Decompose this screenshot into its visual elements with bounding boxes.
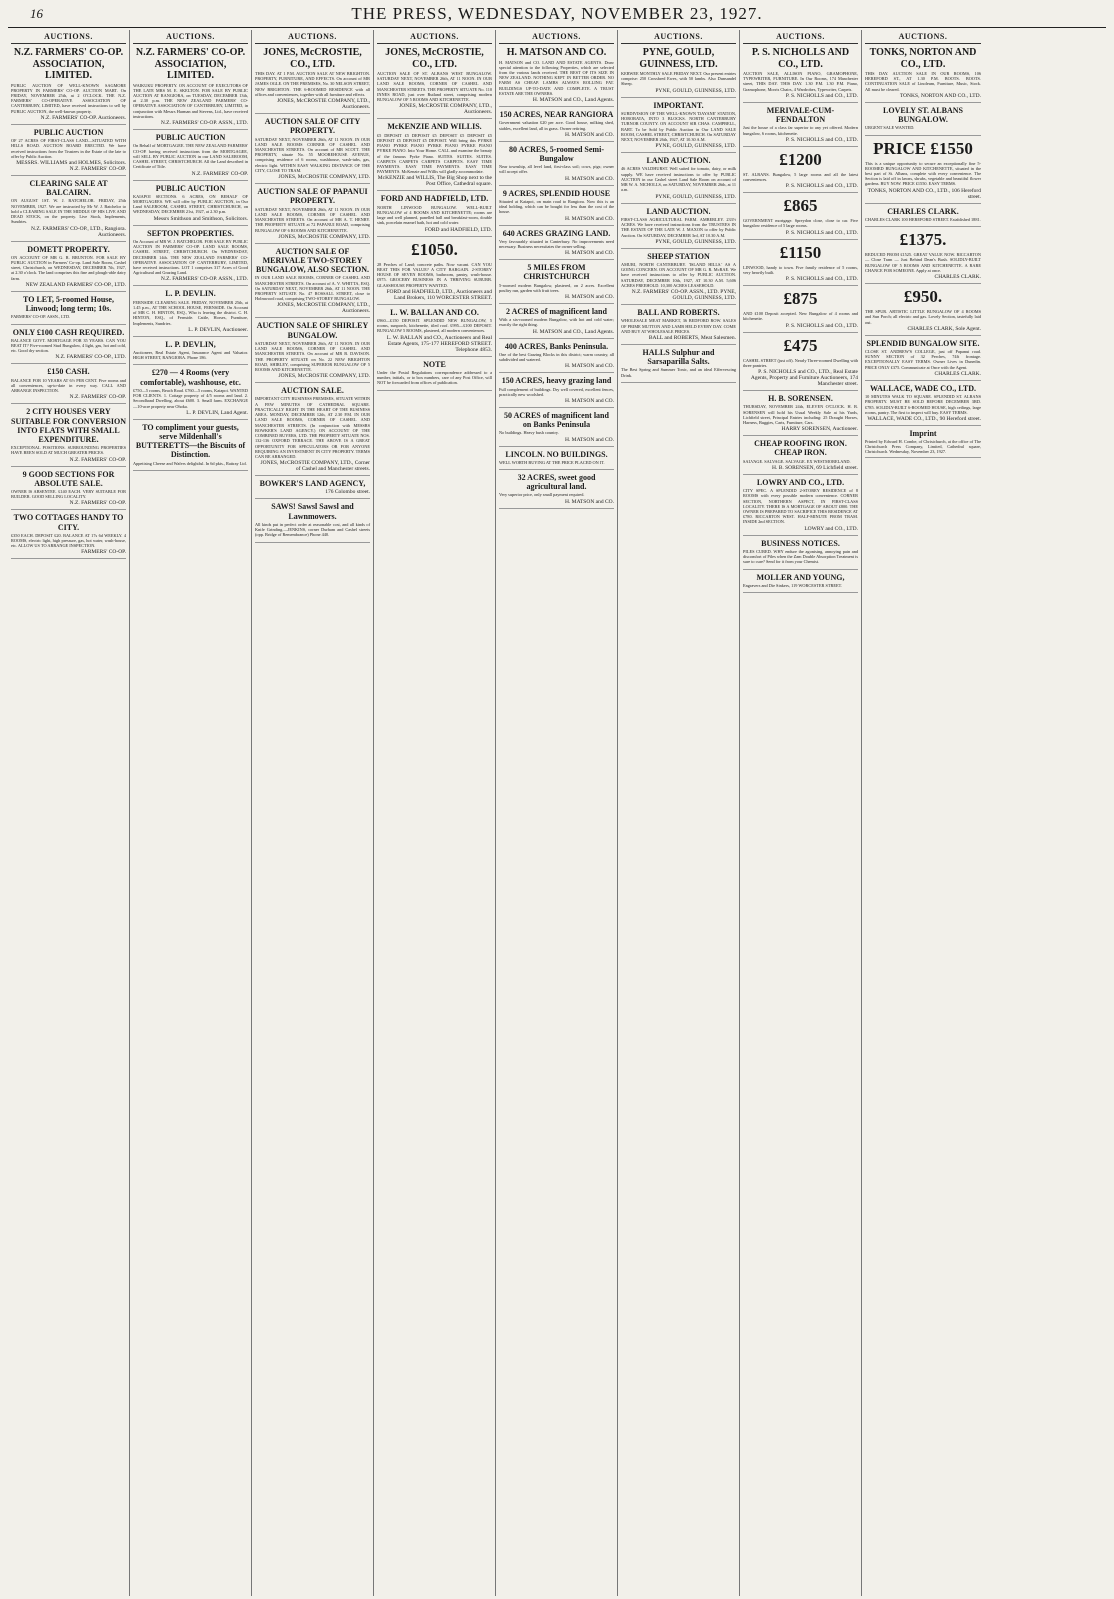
ad-body: FERNSIDE CLEARING SALE. FRIDAY, NOVEMBER 25th, at 1.45 p.m., AT THE SCHOOL HOUSE, FERNSIDE. On Account of MR C. H. HINTON, ESQ., Who is leaving the district. C. H. HINTON, ESQ., of Fernside. Cattle, Horses, Furniture, Implements, Sundries. bbox=[133, 299, 248, 326]
ad-heading: IMPORTANT. bbox=[653, 100, 704, 110]
column-header: AUCTIONS. bbox=[133, 30, 248, 44]
ad-heading: PYNE, GOULD, GUINNESS, LTD. bbox=[639, 47, 718, 70]
ad-heading: H. MATSON AND CO. bbox=[506, 47, 607, 58]
column-header: AUCTIONS. bbox=[377, 30, 492, 44]
advertisement bbox=[621, 348, 736, 383]
ad-signature: McKENZIE and WILLIS, The Big Shop next to the Post Office, Cathedral square. bbox=[377, 175, 492, 188]
ad-heading: CHEAP ROOFING IRON. CHEAP IRON. bbox=[754, 439, 847, 458]
ad-signature: JONES, McCROSTIE COMPANY, LTD. bbox=[278, 373, 370, 380]
ad-heading: AUCTION SALE. bbox=[281, 386, 344, 396]
ad-signature: L. W. BALLAN and CO., Auctioneers and Real Estate Agents, 175-177 HEREFORD STREET. Telephone 4853. bbox=[386, 334, 492, 353]
ad-signature: PYNE, GOULD, GUINNESS, LTD. bbox=[655, 87, 736, 94]
ad-heading: NOTE bbox=[423, 359, 446, 369]
ad-body: Government valuation £20 per acre. Good house, milking shed, stables, excellent land, all in grass. Owner retiring. bbox=[499, 120, 614, 131]
ad-signature: P. S. NICHOLLS and CO., LTD. bbox=[785, 276, 858, 283]
ad-signature: N.Z. FARMERS' CO-OP. Auctioneers. bbox=[40, 114, 126, 121]
ad-signature: CHARLES CLARK. bbox=[934, 370, 981, 377]
ad-heading: 2 CITY HOUSES VERY SUITABLE FOR CONVERSION INTO FLATS WITH SMALL EXPENDITURE. bbox=[11, 407, 126, 444]
advertisement bbox=[865, 47, 981, 103]
advertisement bbox=[499, 342, 614, 374]
ad-heading: 400 ACRES, Banks Peninsula. bbox=[504, 341, 609, 351]
advertisement bbox=[743, 394, 858, 436]
advertisement bbox=[865, 339, 981, 381]
advertisement bbox=[499, 47, 614, 107]
ad-body: Under the Postal Regulations correspondence addressed to a number, initials, or to box numbers, care of any Post Office, will NOT be forwarded from offices of publication. bbox=[377, 369, 492, 386]
ad-body: LINWOOD, handy to town. Five family residence of 5 rooms, very heavily built. bbox=[743, 264, 858, 275]
advertisement bbox=[499, 189, 614, 226]
ad-heading: £1375. bbox=[899, 230, 947, 250]
advertisement bbox=[743, 196, 858, 239]
advertisement bbox=[865, 429, 981, 458]
ad-body: Very superior price, only small payment required. bbox=[499, 492, 585, 498]
ad-heading: HALLS Sulphur and Sarsaparilla Salts. bbox=[642, 348, 715, 367]
ad-heading: SAWS! Sawsl Sawsl and Lawnmowers. bbox=[271, 502, 354, 521]
ad-heading: L. P. DEVLIN, bbox=[165, 339, 216, 349]
ad-heading: PUBLIC AUCTION bbox=[33, 127, 104, 137]
column-2 bbox=[130, 30, 252, 1596]
ad-body: BALANCE FOR 10 YEARS AT 6½ PER CENT. Five rooms and all conveniences, up-to-date in every way. CALL AND ARRANGE INSPECTION. bbox=[11, 377, 126, 394]
advertisement bbox=[133, 133, 248, 180]
advertisement bbox=[255, 502, 370, 542]
ad-signature: N.Z. FARMERS' CO-OP. bbox=[69, 456, 126, 463]
advertisement bbox=[133, 289, 248, 336]
ad-heading: 32 ACRES, sweet good agricultural land. bbox=[517, 473, 596, 492]
ad-signature: H. MATSON and CO. bbox=[564, 215, 614, 222]
ad-body: AND £100 Deposit accepted. New Bungalow of 4 rooms and kitchenette. bbox=[743, 311, 858, 322]
ad-body: 46 ACRES VALDHURST. Well suited for tomato, dairy, or milk supply. WE have received instructions to offer by PUBLIC AUCTION in our Cashel street Land Sale Room on account of MR W. A. NICHOLLS, on SATURDAY, NOVEMBER 26th, at 11 a.m. bbox=[621, 166, 736, 193]
ad-heading: TONKS, NORTON AND CO., LTD. bbox=[869, 47, 977, 70]
ad-body: CHARLES CLARK 100 HEREFORD STREET. Established 1881. bbox=[865, 216, 981, 222]
ad-body: Very favourably situated in Canterbury. No improvements need necessary. Business necessitates the owner selling. bbox=[499, 238, 614, 249]
ad-signature: N.Z. FARMERS' CO-OP. bbox=[69, 394, 126, 401]
ad-signature: H. MATSON and CO. bbox=[564, 294, 614, 301]
ad-signature: H. MATSON and CO. bbox=[564, 436, 614, 443]
column-header: AUCTIONS. bbox=[621, 30, 736, 44]
ad-body: WELL WORTH BUYING AT THE PRICE PLACED ON IT. bbox=[499, 459, 605, 465]
advertisement bbox=[621, 156, 736, 203]
ad-body: All kinds put in perfect order at reasonable cost, and all kinds of Knife Grinding.—JENKINS, corner Durham and Cashel streets (opp. Bridge of Remembrance) Phone 440. bbox=[255, 521, 370, 538]
ad-heading: LAND AUCTION. bbox=[646, 156, 711, 166]
ad-heading: 50 ACRES of magnificent land on Banks Peninsula bbox=[504, 411, 609, 430]
page-number: 16 bbox=[30, 6, 43, 21]
advertisement bbox=[255, 247, 370, 319]
column-4 bbox=[374, 30, 496, 1596]
ad-heading: LOWRY AND CO., LTD. bbox=[756, 477, 845, 487]
advertisement bbox=[377, 122, 492, 191]
ad-signature: Messrs Smithson and Smithson, Solicitors. bbox=[153, 215, 248, 222]
ad-heading: WALLACE, WADE CO., LTD. bbox=[869, 383, 977, 393]
ad-heading: JONES, McCROSTIE, CO., LTD. bbox=[385, 47, 484, 70]
column-header: AUCTIONS. bbox=[499, 30, 614, 44]
ad-body: Appetising Cheese and Wafers delightful. In 6d pkts., Rattray Ltd. bbox=[133, 460, 247, 466]
ad-body: THIS DAY. AUCTION SALE IN OUR ROOMS, 106 HEREFORD ST., AT 1.30 P.M. BOOTS. BOOTS. CONTINUATION SALE of Linoleum, Furniture, Music, Stock. All must be cleared. bbox=[865, 71, 981, 92]
advertisement bbox=[11, 295, 126, 325]
advertisement bbox=[133, 340, 248, 366]
masthead-rule bbox=[8, 27, 1106, 28]
ad-heading: MOLLER AND YOUNG, bbox=[756, 572, 845, 582]
advertisement bbox=[377, 240, 492, 305]
ad-body: OWNER IS ABSENTEE. £140 EACH. VERY SUITABLE FOR BUILDER. GOOD SELLING LOCALITY. bbox=[11, 488, 126, 500]
advertisement bbox=[11, 470, 126, 511]
ad-heading: 5 MILES FROM CHRISTCHURCH bbox=[523, 263, 590, 282]
ad-heading: SEFTON PROPERTIES. bbox=[147, 228, 234, 238]
advertisement bbox=[11, 328, 126, 365]
ad-signature: H. MATSON and CO., Land Agents. bbox=[532, 328, 614, 335]
advertisement bbox=[255, 321, 370, 383]
advertisement bbox=[11, 179, 126, 242]
advertisement bbox=[499, 411, 614, 447]
ad-body: PUBLIC AUCTION OF WELL-KNOWN SAGMORE PROPERTY IN FARMERS' CO-OP. AUCTION MART. On FRIDAY, NOVEMBER 25th, at 2 O'CLOCK. THE N.Z. FARMERS' CO-OPERATIVE ASSOCIATION OF CANTERBURY, LIMITED, have received instructions to sell by PUBLIC AUCTION, the well-known property. bbox=[11, 82, 126, 114]
ad-heading: BUSINESS NOTICES. bbox=[761, 538, 840, 548]
advertisement bbox=[499, 263, 614, 304]
ad-signature: JONES, McCROSTIE COMPANY, LTD. bbox=[278, 233, 370, 240]
ad-signature: P. S. NICHOLLS and CO., LTD. bbox=[785, 136, 858, 143]
column-8 bbox=[862, 30, 984, 1596]
ad-body: On Behalf of MORTGAGEE. THE NEW ZEALAND FARMERS' CO-OP. having received instructions from the MORTGAGEE, will SELL BY PUBLIC AUCTION in our LAND SALEROOM, CASHEL STREET, CHRISTCHURCH. All the Land described in Certificate of Title. bbox=[133, 143, 248, 170]
ad-signature: FORD and HADFIELD, LTD., Auctioneers and Land Brokers, 110 WORCESTER STREET. bbox=[386, 288, 492, 301]
ad-body: Printed by Edward H. Combe, of Christchurch, at the office of The Christchurch Press Company, Limited, Cathedral square, Christchurch. Wednesday, November 23, 1927. bbox=[865, 439, 981, 455]
ad-body: H. MATSON and CO. LAND AND ESTATE AGENTS. Draw special attention to the following Properties, which are selected from the various lands received. THE BEST OF ITS SIZE IN NEW ZEALAND. NOTHING KEPT IN BETTER ORDER. NO FARM AS CHEAP. LAMBS ALWAYS ROLLING FAT. BUILDINGS UP-TO-DATE AND COMPLETE. A TRUST ESTATE ARE THE OWNERS. bbox=[499, 59, 614, 96]
ad-heading: LINCOLN. NO BUILDINGS. bbox=[505, 449, 608, 459]
ad-body: One of the best Grazing Blocks in this district; warm country, all subdivided and watered. bbox=[499, 351, 614, 363]
advertisement bbox=[865, 384, 981, 426]
ad-body: No buildings. Heavy bush country. bbox=[499, 430, 559, 436]
ad-heading: FORD AND HADFIELD, LTD. bbox=[380, 194, 489, 204]
ad-body: AUCTION SALE OF ST. ALBANS WEST BUNGALOW. SATURDAY NEXT, NOVEMBER 26th, AT 11 NOON. IN OUR LAND SALE ROOMS, CORNER OF CASHEL AND MANCHESTER STREETS. THE PROPERTY SITUATE No. 110 INNES ROAD, just over Rutland street, comprising modern BUNGALOW OF 5 ROOMS AND KITCHENETTE. bbox=[377, 71, 492, 103]
advertisement bbox=[743, 539, 858, 570]
ad-heading: £1150 bbox=[779, 242, 822, 262]
ad-heading: 80 ACRES, 5-roomed Semi-Bungalow bbox=[509, 144, 604, 163]
advertisement bbox=[499, 307, 614, 339]
ad-body: SALVAGE. SALVAGE. SALVAGE. EX WESTMORELAND. bbox=[743, 458, 851, 464]
ad-signature: PYNE, GOULD, GUINNESS, LTD. bbox=[655, 238, 736, 245]
advertisement bbox=[743, 439, 858, 475]
advertisement bbox=[499, 145, 614, 186]
ad-signature: CHARLES CLARK. bbox=[934, 274, 981, 281]
ad-body: £350 EACH. DEPOSIT £20. BALANCE AT 17s 6d WEEKLY. 4 ROOMS, electric light, high pressure, gas, hot water, wash-house, etc. ALLOW US TO ARRANGE INSPECTION. bbox=[11, 532, 126, 549]
ad-body: £960—£150 DEPOSIT. SPLENDID NEW BUNGALOW, 5 rooms, sunporch, kitchenette, tiled roof. £995—£100 DEPOSIT. BUNGALOW 5 ROOMS, plastered, all modern conveniences. bbox=[377, 317, 492, 334]
advertisement bbox=[743, 243, 858, 286]
advertisement bbox=[865, 230, 981, 284]
ad-body: URGENT SALE WANTED. bbox=[865, 125, 915, 131]
ad-heading: N.Z. FARMERS' CO-OP. ASSOCIATION, LIMITED. bbox=[135, 47, 246, 81]
ad-body: KERWEE MONTHLY SALE FRIDAY NEXT. Our present entries comprise: 250 Crossbred Ewes, with 50 lambs. Also Dunsandel Sheep. bbox=[621, 71, 737, 87]
ad-body: 28 Perches of Land; concrete paths. Now vacant. CAN YOU BEAT THIS FOR VALUE? A CITY BARGAIN. 2-STOREY HOUSE OF SEVEN ROOMS, bathroom, pantry, wash-house. £975. GROCERY BUSINESS IN A THRIVING SUBURB. GLASSHOUSE PROPERTY WANTED. bbox=[377, 261, 492, 288]
column-1 bbox=[8, 30, 130, 1596]
advertisement bbox=[499, 229, 614, 261]
column-header: AUCTIONS. bbox=[255, 30, 370, 44]
ad-heading: TO LET, 5-roomed House, Linwood; long term; 10s. bbox=[23, 294, 114, 314]
column-header: AUCTIONS. bbox=[865, 30, 981, 44]
ad-signature: JONES, McCROSTIE COMPANY, LTD., Auctioneers. bbox=[277, 98, 370, 111]
column-7 bbox=[740, 30, 862, 1596]
advertisement bbox=[621, 101, 736, 154]
ad-heading: CHARLES CLARK. bbox=[887, 206, 959, 216]
ad-heading: JONES, McCROSTIE, CO., LTD. bbox=[263, 47, 362, 70]
advertisement bbox=[133, 229, 248, 287]
ad-body: SATURDAY NEXT, NOVEMBER 26th, AT 11 NOON. IN OUR LAND SALE ROOMS, CORNER OF CASHEL AND MANCHESTER STREETS. On account of MR A. T. HENRY. THE PROPERTY SITUATE at 72 PAPANUI ROAD, comprising BUNGALOW OF 6 ROOMS AND KITCHENETTE. bbox=[255, 206, 370, 233]
ad-body: KAIAPOI SECTIONS. 6 ACRES, ON BEHALF OF MORTGAGEES. WE will offer by PUBLIC AUCTION, in Our Land SALEROOM, CASHEL STREET, CHRISTCHURCH, on WEDNESDAY, DECEMBER 21st, 1927, at 2.30 p.m. bbox=[133, 193, 248, 215]
ad-body: Full complement of buildings. Dry well covered, excellent fences, practically new woolshed. bbox=[499, 386, 614, 397]
ad-body: 5-roomed modern Bungalow, plastered, on 2 acres. Excellent poultry run, garden with fruit trees. bbox=[499, 282, 614, 293]
ad-signature: FARMERS' CO-OP. bbox=[81, 549, 126, 556]
ad-body: £5 DEPOSIT £5 DEPOSIT £5 DEPOSIT £5 DEPOSIT £5 DEPOSIT £5 DEPOSIT £5 DEPOSIT. Will bring this PYRKE PIANO PYRKE PIANO PYRKE PIANO PYRKE PIANO PYRKE PIANO. Into Your Home. CALL and examine the beauty of the famous Pyrke Piano. SUITES. SUITES. SUITES. CARPETS CARPETS CARPETS CARPETS. EASY TIME PAYMENTS. EASY TIME PAYMENTS. EASY TIME PAYMENTS. McKenzie and Willis will gladly accommodate. bbox=[377, 132, 492, 175]
auction-columns bbox=[8, 30, 1106, 1596]
advertisement bbox=[743, 150, 858, 193]
ad-signature: WALLACE, WADE CO., LTD., 90 Hereford street. bbox=[867, 416, 981, 423]
ad-body: This is a unique opportunity to secure an exceptionally fine 5-ROOMED BUNGALOW AND KITCHENETTE, situated in the best part of St. Albans, complete with every convenience. The Section is laid off in lawns, shrubs, vegetable and beautiful flower gardens. BUY NOW. PRICE £1550. EASY TERMS. bbox=[865, 160, 981, 187]
ad-signature: BALL and ROBERTS, Meat Salesmen. bbox=[648, 335, 736, 342]
advertisement bbox=[743, 47, 858, 103]
ad-heading: PUBLIC AUCTION bbox=[155, 183, 226, 193]
advertisement bbox=[865, 287, 981, 336]
advertisement bbox=[743, 336, 858, 391]
ad-signature: P. S. NICHOLLS and CO., LTD. bbox=[785, 322, 858, 329]
column-5 bbox=[496, 30, 618, 1596]
ad-body: ON ACCOUNT OF MR G. R. BRUNTON. FOR SALE BY PUBLIC AUCTION in Farmers' Co-op. Land Sale Room, Cashel street, Christchurch, on WEDNESDAY, DECEMBER 7th, 1927, at 2.30 o'clock. The land comprises this fine and plough-able dairy farm. bbox=[11, 254, 126, 281]
ad-body: The Best Spring and Summer Tonic, and an ideal Effervescing Drink. bbox=[621, 367, 736, 378]
advertisement bbox=[11, 47, 126, 125]
ad-heading: £475 bbox=[783, 335, 818, 355]
ad-heading: AUCTION SALE OF CITY PROPERTY. bbox=[264, 117, 361, 136]
ad-signature: H. MATSON and CO. bbox=[564, 131, 614, 138]
ad-signature: L. P. DEVLIN, Land Agent. bbox=[186, 409, 248, 416]
ad-signature: H. MATSON and CO. bbox=[564, 398, 614, 404]
ad-heading: DOMETT PROPERTY. bbox=[27, 244, 110, 254]
advertisement bbox=[133, 368, 248, 419]
advertisement bbox=[133, 184, 248, 226]
advertisement bbox=[499, 110, 614, 142]
ad-heading: £1200 bbox=[779, 149, 822, 169]
ad-body: With a six-roomed modern Bungalow, with hot and cold water; exactly the right thing. bbox=[499, 317, 614, 328]
advertisement bbox=[377, 360, 492, 391]
advertisement bbox=[621, 207, 736, 249]
ad-heading: H. B. SORENSEN. bbox=[768, 394, 833, 404]
ad-signature: PYNE, GOULD, GUINNESS, LTD. bbox=[655, 143, 736, 150]
ad-body: PILES CURED. WHY endure the agonising, annoying pain and discomfort of Piles when the Zam Double Absorption Treatment is sure to cure? Send for it from your Chemist. bbox=[743, 548, 858, 565]
ad-signature: PYNE, GOULD, GUINNESS, LTD. bbox=[655, 193, 736, 200]
advertisement bbox=[11, 367, 126, 404]
ad-signature: N.Z. FARMERS' CO-OP. bbox=[191, 170, 248, 177]
advertisement bbox=[621, 308, 736, 345]
ad-heading: MERIVALE-CUM-FENDALTON bbox=[766, 105, 835, 125]
ad-heading: £1050. bbox=[411, 239, 458, 259]
ad-body: THIS DAY. AT 1 P.M. AUCTION SALE AT NEW BRIGHTON. PROPERTY, FURNITURE, AND EFFECTS. On account of MR JAMES OGLE. ON THE PREMISES, No. 30 NELSON STREET, NEW BRIGHTON. THE 6-ROOMED RESIDENCE with all offices and conveniences, together with all furniture and effects. bbox=[255, 71, 370, 97]
advertisement bbox=[11, 128, 126, 176]
masthead bbox=[0, 4, 1114, 26]
ad-body: SATURDAY NEXT, NOVEMBER 26th, AT 11 NOON. IN OUR LAND SALE ROOMS CORNER OF CASHEL AND MANCHESTER STREETS. On account of MR SCOTT. THE PROPERTY, situate No. 55 MOOREHOUSE AVENUE, comprising residence of 6 rooms, washhouse, wash-tubs, gas, electric light. WITHIN EASY WALKING DISTANCE OF THE CITY, CLOSE TO TRAM. bbox=[255, 136, 370, 173]
advertisement bbox=[11, 407, 126, 466]
ad-heading: £875 bbox=[783, 289, 818, 309]
ad-signature: JONES, McCROSTIE COMPANY, LTD., Auctioneers. bbox=[399, 103, 492, 116]
advertisement bbox=[377, 194, 492, 236]
ad-heading: £865 bbox=[783, 196, 818, 216]
column-3 bbox=[252, 30, 374, 1596]
ad-heading: P. S. NICHOLLS AND CO., LTD. bbox=[751, 47, 850, 70]
ad-signature: N.Z. FARMERS' CO-OP. ASSN., LTD. PYNE, GOULD, GUINNESS, LTD. bbox=[631, 289, 736, 302]
ad-heading: 2 ACRES of magnificent land bbox=[506, 307, 607, 317]
ad-signature: MESSRS. WILLIAMS and HOLMES, Solicitors. N.Z. FARMERS' CO-OP. bbox=[16, 160, 126, 173]
ad-heading: AUCTION SALE OF PAPANUI PROPERTY. bbox=[257, 187, 368, 206]
ad-signature: N.Z. FARMERS' CO-OP. bbox=[69, 500, 126, 507]
advertisement bbox=[133, 47, 248, 130]
ad-body: On Account of MR W. J. BATCHELOR. FOR SALE BY PUBLIC AUCTION IN FARMERS' CO-OP. LAND SALE ROOMS, CASHEL STREET, CHRISTCHURCH. On WEDNESDAY, DECEMBER 14th. THE NEW ZEALAND FARMERS' CO-OPERATIVE ASSOCIATION OF CANTERBURY, LIMITED, have received instructions. LOT 1 comprises 317 Acres of Good Agricultural and Grazing Land. bbox=[133, 238, 248, 276]
ad-signature: P. S. NICHOLLS and CO., LTD. bbox=[785, 92, 858, 99]
ad-heading: SPLENDID BUNGALOW SITE. bbox=[866, 338, 980, 348]
ad-body: FIRST-CLASS AGRICULTURAL FARM. AMBERLEY. 233½ ACRES. We have received instructions from the TRUSTEES IN THE ESTATE OF THE LATE W. J. MAXON to offer by Public Auction. On SATURDAY, DECEMBER 3rd, AT 10.30 A.M. bbox=[621, 216, 736, 238]
ad-signature: TONKS, NORTON AND CO., LTD. bbox=[899, 92, 981, 99]
advertisement bbox=[865, 139, 981, 204]
ad-signature: P. S. NICHOLLS and CO., LTD., Real Estate Agents, Property and Furniture Auctioneers, 174 Manchester street. bbox=[750, 369, 858, 388]
ad-signature: P. S. NICHOLLS and CO., LTD. bbox=[785, 183, 858, 190]
ad-signature: JONES, McCROSTIE COMPANY, LTD., Corner of Cashel and Manchester streets. bbox=[260, 460, 370, 473]
advertisement bbox=[743, 478, 858, 536]
ad-body: NORTH LINWOOD BUNGALOW. WELL-BUILT BUNGALOW of 4 ROOMS AND KITCHENETTE; rooms are large and well planned, panelled hall and breakfast-room, double sink, porcelain enamel bath, hot and cold water. bbox=[377, 204, 492, 226]
ad-body: £750—5 rooms, Beach Road. £760—5 rooms, Kaiapoi. WANTED FOR CLIENTS. 1. Cottage property of 4/5 rooms and land. 2. Secondhand Dwelling, about £600. 3. Small farm. EXCHANGE—10-acre property near Ohoka. bbox=[133, 387, 248, 409]
ad-body: Situated at Kaiapoi, on main road to Rangiora. Now this is an ideal holding, which can be bought for less than the cost of the house. bbox=[499, 198, 614, 215]
ad-body: WHOLESALE MEAT MARKET, 36 BEDFORD ROW. SALES OF PRIME MUTTON AND LAMB HELD EVERY DAY. COME AND BUY AT WHOLESALE PRICES. bbox=[621, 318, 736, 334]
ad-heading: L. P. DEVLIN. bbox=[165, 289, 216, 299]
ad-body: BALANCE GOVT. MORTGAGE FOR 35 YEARS. CAN YOU BEAT IT? Five-roomed Stud Bungalow, 4 light, gas, hot and cold, etc. Good dry section. bbox=[11, 337, 126, 354]
ad-body: FARMERS' CO-OP. ASSN., LTD. bbox=[11, 314, 71, 320]
advertisement bbox=[255, 47, 370, 114]
ad-heading: PRICE £1550 bbox=[873, 138, 973, 158]
advertisement bbox=[255, 117, 370, 184]
ad-body: SATURDAY NEXT, NOVEMBER 26th, AT 11 NOON. IN OUR LAND SALE ROOMS, CORNER OF CASHEL AND MANCHESTER STREETS. On account of MR B. DAVISON. THE PROPERTY SITUATE on No. 22 NEW BRIGHTON ROAD, SHIRLEY, comprising SUPERIOR BUNGALOW OF 5 ROOMS AND KITCHENETTE. bbox=[255, 340, 370, 373]
advertisement bbox=[621, 252, 736, 305]
advertisement bbox=[865, 106, 981, 136]
masthead-title: THE PRESS, WEDNESDAY, NOVEMBER 23, 1927. bbox=[351, 4, 763, 23]
ad-body: THE SPUR. ARTISTIC LITTLE BUNGALOW OF 4 ROOMS and Sun Porch; all electric and gas. Lovely Section, tastefully laid out. bbox=[865, 309, 981, 325]
ad-signature: TONKS, NORTON AND CO., LTD., 106 Hereford street. bbox=[867, 187, 981, 200]
ad-body: Engravers and Die Sinkers, 119 WORCESTER STREET. bbox=[743, 582, 842, 588]
ad-signature: H. MATSON and CO. bbox=[564, 250, 614, 257]
ad-body: Near township, all level land, first-class soil; cows, pigs; owner will accept offer. bbox=[499, 164, 614, 175]
ad-heading: TWO COTTAGES HANDY TO CITY. bbox=[13, 513, 124, 532]
ad-heading: 150 ACRES, NEAR RANGIORA bbox=[499, 110, 614, 120]
ad-body: EXCEPTIONAL POSITIONS. SURROUNDING PROPERTIES HAVE BEEN SOLD AT MUCH GREATER PRICES. bbox=[11, 445, 126, 456]
ad-heading: ONLY £100 CASH REQUIRED. bbox=[12, 327, 125, 337]
ad-signature: H. B. SORENSEN, 69 Lichfield street. bbox=[771, 464, 858, 471]
ad-signature: CHARLES CLARK, Sole Agent. bbox=[907, 325, 981, 332]
ad-body: IN OUR LAND SALE ROOMS, CORNER OF CASHEL AND MANCHESTER STREETS. On account of A. V. WHITTA, ESQ. On SATURDAY NEXT, NOVEMBER 26th, AT 11 NOON. THE PROPERTY SITUATE No. 47 ROSSALL STREET, close to Holmwood road, comprising TWO-STOREY BUNGALOW. bbox=[255, 275, 370, 302]
ad-signature: JONES, McCROSTIE COMPANY, LTD. bbox=[278, 174, 370, 181]
ad-body: WAIKUKU PROPERTY. ON ACCOUNT OF EXECUTORS OF THE LATE MRS M. E. SKELTON. FOR SALE BY PUBLIC AUCTION AT RANGIORA, on TUESDAY, DECEMBER 13th, at 2.30 p.m. THE NEW ZEALAND FARMERS' CO-OPERATIVE ASSOCIATION OF CANTERBURY, LIMITED, in conjunction with Messrs Harman and Stevens, Ltd., have received instructions. bbox=[133, 82, 248, 119]
ad-heading: CLEARING SALE AT BALCAIRN. bbox=[29, 179, 108, 198]
ad-signature: H. MATSON and CO. bbox=[564, 363, 614, 370]
ad-body: ON AUGUST 1ST. W. J. BATCHELOR. FRIDAY, 25th NOVEMBER, 1927. We are instructed by Mr W. J. Batchelor to hold a CLEARING SALE IN THE MIDDLE OF HIS LIVE AND DEAD STOCK, on the property. Live Stock, Implements, Sundries. bbox=[11, 198, 126, 225]
ad-signature: H. MATSON and CO. bbox=[564, 498, 614, 505]
ad-heading: 9 GOOD SECTIONS FOR ABSOLUTE SALE. bbox=[22, 469, 115, 488]
ad-heading: 640 ACRES GRAZING LAND. bbox=[502, 228, 611, 238]
advertisement bbox=[255, 187, 370, 244]
advertisement bbox=[499, 450, 614, 470]
column-header: AUCTIONS. bbox=[11, 30, 126, 44]
ad-signature: P. S. NICHOLLS and CO., LTD. bbox=[785, 229, 858, 236]
advertisement bbox=[499, 473, 614, 509]
advertisement bbox=[11, 513, 126, 559]
ad-heading: LAND AUCTION. bbox=[646, 206, 711, 216]
ad-signature: N.Z. FARMERS' CO-OP. ASSN., LTD. bbox=[160, 120, 248, 127]
ad-body: CLOSE ST. ANDREW'S COLLEGE, just off Papanui road. SUNNY SECTION of 32 Perches, 74ft frontage. EXCEPTIONALLY EASY TERMS. Owner Lives in Dunedin. PRICE ONLY £375. Communicate at Once with the Agent. bbox=[865, 348, 981, 370]
ad-heading: SHEEP STATION bbox=[647, 251, 710, 261]
ad-signature: N.Z. FARMERS' CO-OP., LTD., Rangiora. Auctioneers. bbox=[31, 225, 126, 238]
advertisement bbox=[377, 47, 492, 119]
ad-body: AMURI, NORTH CANTERBURY. 'ISLAND HILLS.' AS A GOING CONCERN. ON ACCOUNT OF MR G. R. McRAE. We have received instructions to offer by PUBLIC AUCTION. SATURDAY, DECEMBER 10th, 1927, AT 10.30 A.M. 5,606 ACRES FREEHOLD. 10,300 ACRES LEASEHOLD. bbox=[621, 261, 736, 288]
ad-heading: Imprint bbox=[909, 429, 937, 439]
ad-body: 10 MINUTES WALK TO SQUARE. SPLENDID ST. ALBANS PROPERTY. MUST BE SOLD BEFORE DECEMBER 3RD. £785. SOLIDLY-BUILT 6-ROOMED HOUSE, high ceilings, large rooms, pantry. The first to inspect will buy. EASY TERMS. bbox=[865, 394, 981, 415]
advertisement bbox=[255, 479, 370, 499]
ad-signature: HARRY SORENSEN, Auctioneer. bbox=[781, 426, 858, 433]
ad-signature: FORD and HADFIELD, LTD. bbox=[424, 226, 492, 233]
ad-heading: BALL AND ROBERTS. bbox=[637, 308, 720, 318]
column-6 bbox=[618, 30, 740, 1596]
ad-body: Just the house of a class far superior to any yet offered. Modern bungalow, 6 rooms, kitchenette. bbox=[743, 125, 858, 136]
ad-heading: £270 — 4 Rooms (very comfortable), washhouse, etc. bbox=[140, 368, 241, 387]
ad-signature: N.Z. FARMERS' CO-OP. ASSN., LTD. bbox=[160, 276, 248, 283]
ad-heading: BOWKER'S LAND AGENCY, bbox=[259, 479, 366, 489]
ad-heading: L. W. BALLAN AND CO. bbox=[390, 307, 479, 317]
ad-body: REDUCED FROM £1525. GREAT VALUE NOW. RICCARTON — Close Tram — Just Behind Dean's Bush. SOLIDLY-BUILT BUNGALOW OF 5 ROOMS AND KITCHENETTE. A RARE CHANCE FOR SOMEONE. Apply at once. bbox=[865, 252, 981, 273]
ad-body: AUCTION SALE, ALLISON PIANO, GRAMOPHONE, TYPEWRITER, FURNITURE. In Our Rooms, 174 Manchester street, THIS DAY. THIS DAY. 1.30 P.M. 1.30 P.M. Piano, Gramophone, Morris Chairs, 4 Wardrobes, Typewriter, Carpets. bbox=[743, 71, 858, 92]
ad-body: ST. ALBANS. Bungalow, 5 large rooms and all the latest conveniences. bbox=[743, 171, 858, 183]
advertisement bbox=[743, 106, 858, 147]
ad-heading: £950. bbox=[903, 287, 943, 307]
ad-heading: McKENZIE AND WILLIS. bbox=[387, 122, 482, 132]
ad-body: GOVERNMENT mortgage. Spreydon close, close to car. Five bungalow residence of 5 large rooms. bbox=[743, 218, 858, 229]
advertisement bbox=[743, 289, 858, 332]
advertisement bbox=[377, 308, 492, 357]
ad-body: IMPORTANT CITY BUSINESS PREMISES, SITUATE WITHIN A FEW MINUTES OF CATHEDRAL SQUARE. PRACTICALLY RIGHT IN THE HEART OF THE BUSINESS AREA. MONDAY, DECEMBER 12th, AT 2.30 P.M. IN OUR LAND SALE ROOMS, CORNER OF CASHEL AND MANCHESTER STREETS. (In conjunction with MESSRS BOWKER'S LAND AGENCY.) ON ACCOUNT OF THE COMBINED BUYERS, LTD. THE PROPERTY SITUATE NOS. 132-136 OXFORD TERRACE. THE ABOVE IS A GREAT OPPORTUNITY FOR SPECULATORS OR FOR ANYONE REQUIRING AN INVESTMENT IN CITY PROPERTY. TERMS CAN BE ARRANGED. bbox=[255, 396, 370, 460]
ad-heading: LOVELY ST. ALBANS BUNGALOW. bbox=[883, 105, 963, 125]
ad-heading: PUBLIC AUCTION bbox=[155, 133, 226, 143]
advertisement bbox=[743, 573, 858, 593]
ad-signature: H. MATSON and CO., Land Agents. bbox=[532, 97, 614, 104]
advertisement bbox=[11, 245, 126, 292]
column-header: AUCTIONS. bbox=[743, 30, 858, 44]
ad-body: CITY SPEC. A SPLENDID 2-STOREY RESIDENCE of 8 ROOMS with every possible modern convenience. CORNER SECTION, NORTHERN ASPECT, IN FIRST-CLASS LOCALITY. THERE IS A MORTGAGE OF ABOUT £800. THE OWNER IS PREPARED TO SACRIFICE THIS RESIDENCE AT £780. RICCARTON WEST. HALF-MINUTE FROM TRAM. INSIDE 2nd SECTION. bbox=[743, 488, 858, 525]
ad-heading: TO compliment your guests, serve Mildenhall's BUTTERETTS—the Biscuits of Distinction. bbox=[135, 422, 246, 460]
ad-heading: 9 ACRES, SPLENDID HOUSE bbox=[502, 188, 611, 198]
ad-body: SUBDIVISION OF THE WELL-KNOWN 'DAYANE' STATION, HORORATA, INTO 3 BLOCKS. NORTH CANTERBURY TURNOR COUNTY. ON ACCOUNT SIR CHAS. CAMPBELL, BART. To be Sold by Public Auction in Our LAND SALE ROOM, CASHEL STREET, CHRISTCHURCH. On SATURDAY NEXT, NOVEMBER 26th, 1927, AT 10.30 A.M. bbox=[621, 110, 736, 143]
advertisement bbox=[133, 423, 248, 471]
ad-heading: N.Z. FARMERS' CO-OP. ASSOCIATION, LIMITED. bbox=[13, 47, 124, 81]
ad-body: OF 27 ACRES OF FIRST-CLASS LAND—SITUATED WITH HILLS ROAD. AUCTION BOARD ERECTED. We have received instructions from the Trustees in the Estate of the late to offer by Public Auction. bbox=[11, 138, 126, 159]
ad-signature: NEW ZEALAND FARMERS' CO-OP., LTD. bbox=[25, 281, 126, 288]
ad-signature: JONES, McCROSTIE COMPANY, LTD., Auctioneers. bbox=[277, 302, 370, 315]
ad-heading: AUCTION SALE OF SHIRLEY BUNGALOW. bbox=[256, 321, 369, 340]
advertisement bbox=[621, 47, 736, 98]
ad-body: Auctioneer, Real Estate Agent, Insurance Agent and Valuator. HIGH STREET, RANGIORA. Phone 186. bbox=[133, 350, 248, 361]
ad-body: THURSDAY, NOVEMBER 24th, ELEVEN O'CLOCK. H. B. SORENSEN will hold his Usual Weekly Sale at his Yards, Lichfield street, Principal Entries including: 25 Draught Horses, Harness, Buggies, Carts, Furniture, Cars. bbox=[743, 404, 858, 426]
ad-signature: H. MATSON and CO. bbox=[564, 175, 614, 182]
advertisement bbox=[499, 376, 614, 408]
ad-signature: L. P. DEVLIN, Auctioneer. bbox=[188, 326, 248, 333]
ad-signature: N.Z. FARMERS' CO-OP., LTD. bbox=[55, 354, 126, 361]
ad-signature: 176 Colombo street. bbox=[325, 489, 370, 496]
ad-signature: LOWRY and CO., LTD. bbox=[804, 525, 858, 532]
advertisement bbox=[255, 386, 370, 476]
ad-heading: AUCTION SALE OF MERIVALE TWO-STOREY BUNGALOW, ALSO SECTION. bbox=[255, 246, 370, 275]
ad-body: CASHEL STREET (just off). Nearly Three-roomed Dwelling with three pantries. bbox=[743, 357, 858, 368]
ad-heading: 150 ACRES, heavy grazing land bbox=[501, 376, 612, 386]
ad-heading: £150 CASH. bbox=[47, 367, 90, 377]
advertisement bbox=[865, 207, 981, 227]
